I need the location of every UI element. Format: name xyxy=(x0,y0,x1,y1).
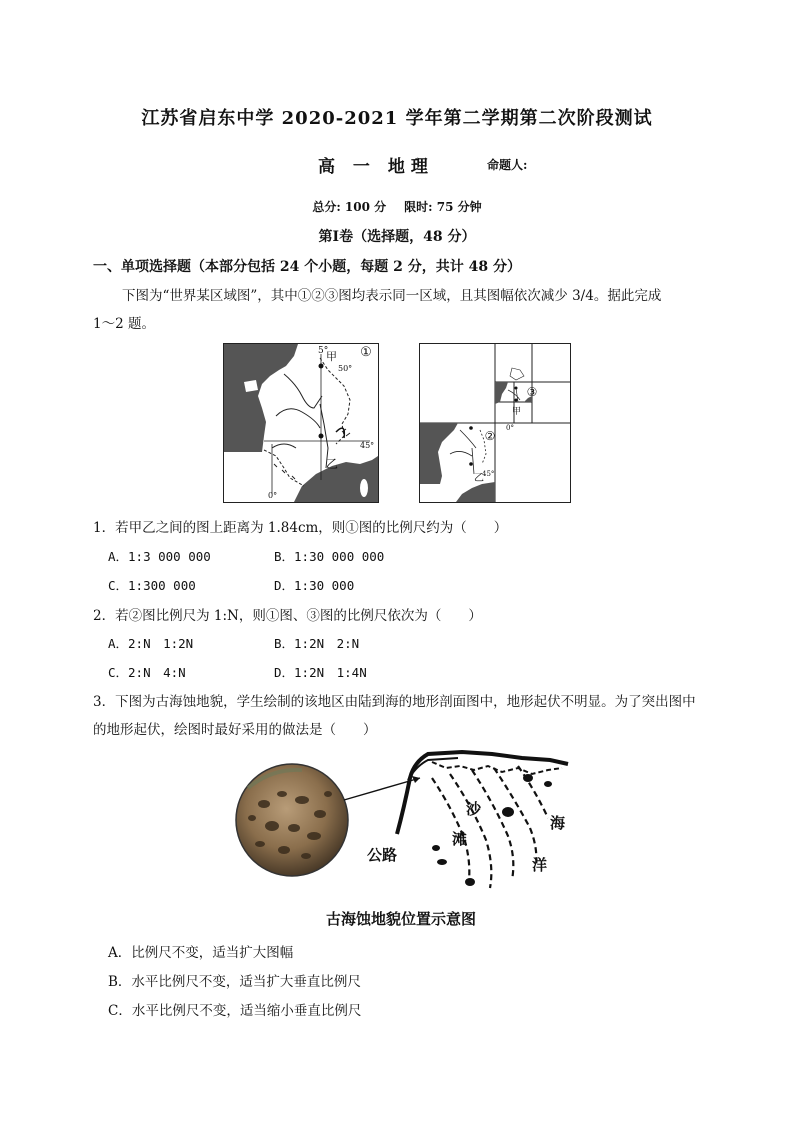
label-road: 公路 xyxy=(367,846,398,864)
map2-lon-0: 0° xyxy=(506,424,514,432)
map2-number-3: ③ xyxy=(526,385,538,399)
label-sea: 海 xyxy=(550,814,566,832)
part-heading: 一、单项选择题（本部分包括 24 个小题，每题 2 分，共计 48 分） xyxy=(93,259,521,275)
label-ocean: 洋 xyxy=(532,856,548,874)
question-3-option-a: A．比例尺不变，适当扩大图幅 xyxy=(108,945,294,961)
question-1-option-d: D．1:30 000 xyxy=(274,578,355,593)
section-title: 第Ⅰ卷（选择题，48 分） xyxy=(318,229,476,245)
intro-text-line2: 1～2 题。 xyxy=(93,316,155,332)
exam-title: 江苏省启东中学 2020-2021 学年第二学期第二次阶段测试 xyxy=(141,108,653,129)
sea-erosion-figure xyxy=(232,748,572,900)
question-2-option-a: A．2:N 1:2N xyxy=(108,636,194,651)
time-limit: 限时: 75 分钟 xyxy=(404,200,482,214)
question-2-stem: 2．若②图比例尺为 1:N，则①图、③图的比例尺依次为（ ） xyxy=(93,608,482,624)
intro-text-line1: 下图为“世界某区域图”，其中①②③图均表示同一区域，且其图幅依次减少 3/4。据此完成 xyxy=(122,288,662,304)
question-3-option-c: C．水平比例尺不变，适当缩小垂直比例尺 xyxy=(108,1003,362,1019)
figure-caption: 古海蚀地貌位置示意图 xyxy=(326,910,477,928)
map1-lat-50: 50° xyxy=(338,364,353,373)
label-sand: 沙 xyxy=(466,800,482,818)
map1-label-jia: 甲 xyxy=(326,350,337,363)
question-1-option-c: C．1:300 000 xyxy=(108,578,196,593)
question-setter-label: 命题人: xyxy=(487,158,528,172)
question-1-option-a: A．1:3 000 000 xyxy=(108,549,211,564)
question-1-stem: 1．若甲乙之间的图上距离为 1.84cm，则①图的比例尺约为（ ） xyxy=(93,520,508,536)
map-figure-1 xyxy=(223,343,379,503)
map1-lat-45: 45° xyxy=(360,441,375,450)
question-2-option-d: D．1:2N 1:4N xyxy=(274,665,367,680)
map2-label-yi: 乙 xyxy=(474,473,484,484)
question-1-option-b: B．1:30 000 000 xyxy=(274,549,385,564)
map2-number-2: ② xyxy=(484,429,496,443)
total-score: 总分: 100 分 xyxy=(312,200,387,214)
question-3-option-b: B．水平比例尺不变，适当扩大垂直比例尺 xyxy=(108,974,361,990)
question-3-stem: 3．下图为古海蚀地貌，学生绘制的该地区由陆到海的地形剖面图中，地形起伏不明显。为了突出图中的地形起伏，绘图时最好采用的做法是（ ） xyxy=(93,694,696,738)
map2-label-jia: 甲 xyxy=(512,407,522,417)
exam-subject: 高 一 地理 xyxy=(318,157,434,177)
question-2-option-c: C．2:N 4:N xyxy=(108,665,186,680)
map-figure-2 xyxy=(419,343,571,503)
score-time-line xyxy=(0,198,794,215)
map1-label-yi: 乙 xyxy=(326,457,339,471)
map1-lon-0: 0° xyxy=(268,491,278,500)
label-beach: 滩 xyxy=(452,830,468,848)
map2-lat-45: 45° xyxy=(482,470,495,478)
map1-lon-5: 5° xyxy=(318,346,329,356)
question-2-option-b: B．1:2N 2:N xyxy=(274,636,360,651)
map1-number: ① xyxy=(360,345,372,360)
